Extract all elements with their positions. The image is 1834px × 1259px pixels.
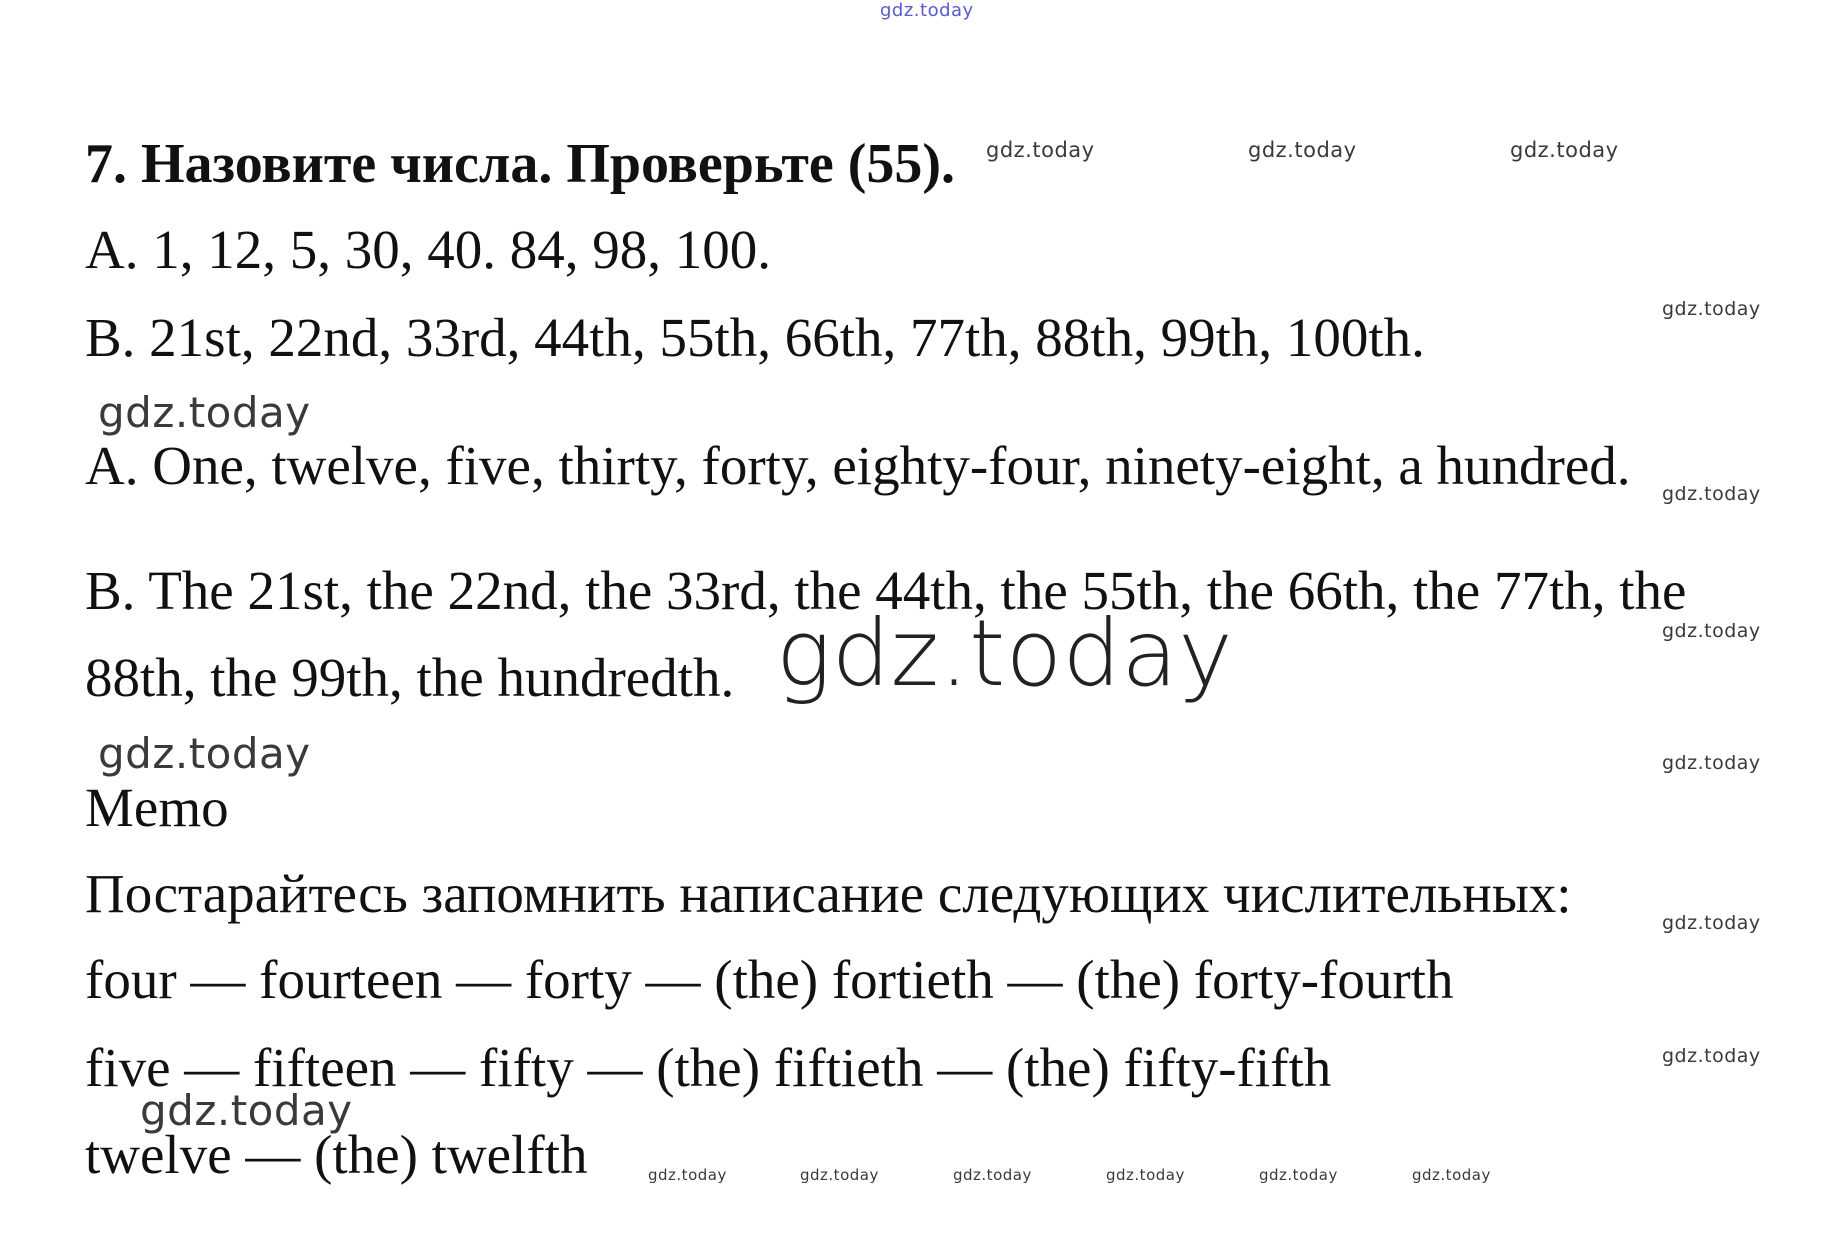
watermark: gdz.today (1662, 912, 1761, 934)
watermark: gdz.today (648, 1166, 727, 1184)
answer-a: A. One, twelve, five, thirty, forty, eighty-four, ninety-eight, a hundred. (85, 435, 1631, 496)
watermark: gdz.today (140, 1086, 353, 1135)
memo-row-five: five — fifteen — fifty — (the) fiftieth — (the) fifty-fifth (85, 1037, 1332, 1098)
watermark: gdz.today (986, 138, 1095, 162)
exercise-heading: 7. Назовите числа. Проверьте (55). (85, 133, 956, 195)
answer-b-line2: 88th, the 99th, the hundredth. (85, 647, 735, 708)
watermark: gdz.today (1662, 298, 1761, 320)
memo-instruction: Постарайтесь запомнить написание следующих числительных: (85, 863, 1572, 924)
task-b: B. 21st, 22nd, 33rd, 44th, 55th, 66th, 77th, 88th, 99th, 100th. (85, 307, 1425, 368)
watermark: gdz.today (98, 388, 311, 437)
watermark: gdz.today (1510, 138, 1619, 162)
watermark-top: gdz.today (880, 0, 974, 21)
watermark: gdz.today (1662, 1045, 1761, 1067)
watermark: gdz.today (1662, 752, 1761, 774)
memo-row-four: four — fourteen — forty — (the) fortieth — (the) forty-fourth (85, 949, 1454, 1010)
watermark: gdz.today (953, 1166, 1032, 1184)
watermark: gdz.today (1662, 620, 1761, 642)
watermark: gdz.today (1412, 1166, 1491, 1184)
memo-row-twelve: twelve — (the) twelfth (85, 1124, 588, 1185)
watermark: gdz.today (800, 1166, 879, 1184)
watermark: gdz.today (98, 729, 311, 778)
watermark: gdz.today (1259, 1166, 1338, 1184)
watermark-large: gdz.today (776, 600, 1234, 707)
watermark: gdz.today (1106, 1166, 1185, 1184)
memo-title: Memo (85, 777, 229, 838)
watermark: gdz.today (1662, 483, 1761, 505)
answer-b-line1: B. The 21st, the 22nd, the 33rd, the 44th, the 55th, the 66th, the 77th, the (85, 560, 1687, 621)
watermark: gdz.today (1248, 138, 1357, 162)
task-a: A. 1, 12, 5, 30, 40. 84, 98, 100. (85, 219, 771, 280)
